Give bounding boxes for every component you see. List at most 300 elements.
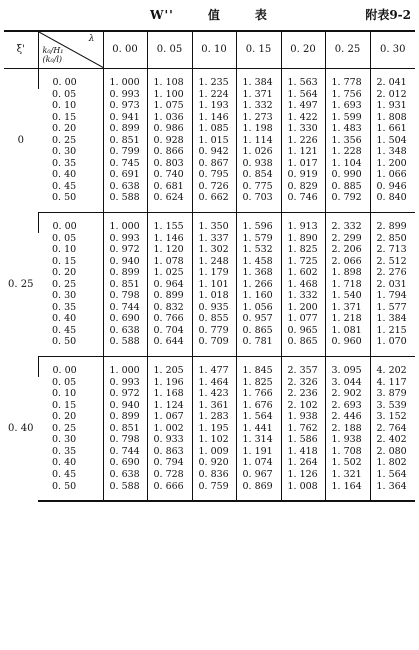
table-row (4, 135, 415, 147)
table-cell: 0. 973 (103, 100, 147, 112)
xi-value: 0. 40 (8, 423, 34, 435)
table-cell: 1. 596 (236, 213, 281, 233)
table-cell: 0. 690 (103, 313, 147, 325)
table-cell: 0. 662 (192, 192, 236, 212)
table-cell: 0. 588 (103, 481, 147, 502)
header-ratio-line2: (k₀/l) (42, 55, 63, 64)
table-row (4, 336, 415, 356)
table-cell: 1. 077 (281, 313, 325, 325)
table-cell: 1. 273 (236, 112, 281, 124)
table-cell: 3. 879 (370, 388, 415, 400)
table-cell: 1. 708 (325, 446, 370, 458)
table-cell: 0. 798 (103, 290, 147, 302)
table-cell: 1. 218 (325, 313, 370, 325)
table-cell: 1. 356 (325, 135, 370, 147)
ratio-value: 0. 10 (52, 100, 77, 112)
table-cell: 1. 266 (236, 279, 281, 291)
table-cell: 0. 899 (103, 411, 147, 423)
table-row (4, 302, 415, 314)
table-row (4, 100, 415, 112)
title-row (0, 4, 419, 26)
table-cell: 2. 902 (325, 388, 370, 400)
table-cell: 1. 458 (236, 256, 281, 268)
table-cell: 1. 718 (325, 279, 370, 291)
table-cell: 1. 778 (325, 69, 370, 89)
table-cell: 1. 146 (147, 233, 192, 245)
table-cell: 1. 026 (236, 146, 281, 158)
table-cell: 0. 726 (192, 181, 236, 193)
table-cell: 1. 164 (325, 481, 370, 502)
table-cell: 1. 056 (236, 302, 281, 314)
table-cell: 2. 012 (370, 89, 415, 101)
table-cell: 1. 000 (103, 213, 147, 233)
table-cell: 0. 803 (147, 158, 192, 170)
table-cell: 1. 193 (192, 100, 236, 112)
table-cell: 2. 512 (370, 256, 415, 268)
table-cell: 4. 202 (370, 357, 415, 377)
ratio-value: 0. 25 (52, 278, 77, 290)
table-cell: 2. 188 (325, 423, 370, 435)
ratio-value: 0. 05 (52, 88, 77, 100)
ratio-value: 0. 15 (52, 111, 77, 123)
table-row (4, 313, 415, 325)
table-cell: 1. 483 (325, 123, 370, 135)
table-cell: 0. 779 (192, 325, 236, 337)
table-cell: 0. 941 (103, 112, 147, 124)
table-cell: 0. 869 (236, 481, 281, 502)
table-cell: 2. 102 (281, 400, 325, 412)
table-cell: 2. 236 (281, 388, 325, 400)
table-cell: 1. 155 (147, 213, 192, 233)
header-lambda-value: 0. 00 (103, 31, 147, 69)
table-cell: 0. 792 (325, 192, 370, 212)
table-cell: 1. 766 (236, 388, 281, 400)
table-cell: 1. 101 (192, 279, 236, 291)
table-cell: 1. 114 (236, 135, 281, 147)
header-lambda-value: 0. 20 (281, 31, 325, 69)
table-cell: 1. 898 (325, 267, 370, 279)
table-cell: 3. 539 (370, 400, 415, 412)
table-cell: 2. 299 (325, 233, 370, 245)
title-symbol: W'' (150, 8, 174, 22)
table-cell: 1. 504 (370, 135, 415, 147)
table-cell: 1. 067 (147, 411, 192, 423)
table-cell: 2. 080 (370, 446, 415, 458)
table-cell: 1. 283 (192, 411, 236, 423)
table-cell: 0. 690 (103, 457, 147, 469)
ratio-value: 0. 25 (52, 422, 77, 434)
table-cell: 1. 146 (192, 112, 236, 124)
table-cell: 1. 002 (147, 423, 192, 435)
table-cell: 0. 709 (192, 336, 236, 356)
table-cell: 1. 120 (147, 244, 192, 256)
table-title (150, 6, 268, 23)
table-cell: 1. 890 (281, 233, 325, 245)
table-cell: 0. 644 (147, 336, 192, 356)
table-row (4, 169, 415, 181)
table-cell: 2. 332 (325, 213, 370, 233)
table-cell: 1. 224 (192, 89, 236, 101)
table-cell: 1. 364 (370, 481, 415, 502)
table-cell: 1. 756 (325, 89, 370, 101)
table-cell: 3. 044 (325, 377, 370, 389)
table-cell: 0. 899 (147, 290, 192, 302)
table-cell: 1. 661 (370, 123, 415, 135)
table-cell: 0. 972 (103, 244, 147, 256)
table-cell: 0. 829 (281, 181, 325, 193)
table-cell: 1. 371 (236, 89, 281, 101)
ratio-value: 0. 30 (52, 290, 77, 302)
ratio-value: 0. 00 (38, 213, 103, 233)
table-cell: 1. 066 (370, 169, 415, 181)
table-cell: 1. 931 (370, 100, 415, 112)
ratio-value: 0. 40 (52, 313, 77, 325)
table-cell: 1. 441 (236, 423, 281, 435)
table-cell: 1. 321 (325, 469, 370, 481)
table-cell: 0. 666 (147, 481, 192, 502)
table-cell: 1. 126 (281, 469, 325, 481)
table-cell: 1. 361 (192, 400, 236, 412)
table-cell: 1. 070 (370, 336, 415, 356)
table-cell: 1. 200 (370, 158, 415, 170)
table-cell: 1. 384 (236, 69, 281, 89)
table-cell: 1. 017 (281, 158, 325, 170)
table-cell: 1. 564 (236, 411, 281, 423)
table-row (4, 181, 415, 193)
table-cell: 0. 588 (103, 336, 147, 356)
table-cell: 0. 740 (147, 169, 192, 181)
table-cell: 1. 196 (147, 377, 192, 389)
table-cell: 0. 795 (192, 169, 236, 181)
ratio-value: 0. 05 (52, 376, 77, 388)
table-cell: 2. 764 (370, 423, 415, 435)
table-cell: 1. 025 (147, 267, 192, 279)
table-cell: 1. 913 (281, 213, 325, 233)
table-cell: 1. 302 (192, 244, 236, 256)
table-cell: 0. 957 (236, 313, 281, 325)
table-cell: 0. 744 (103, 446, 147, 458)
table-cell: 1. 586 (281, 434, 325, 446)
table-row (4, 325, 415, 337)
table-cell: 1. 179 (192, 267, 236, 279)
table-row (4, 213, 415, 233)
table-row (4, 146, 415, 158)
header-lambda-value: 0. 10 (192, 31, 236, 69)
values-table (4, 30, 415, 502)
table-cell: 1. 104 (325, 158, 370, 170)
table-cell: 2. 031 (370, 279, 415, 291)
title-word-value: 值 (207, 8, 221, 22)
table-cell: 2. 276 (370, 267, 415, 279)
table-cell: 1. 676 (236, 400, 281, 412)
header-lambda-value: 0. 30 (370, 31, 415, 69)
ratio-value: 0. 40 (52, 457, 77, 469)
table-cell: 1. 938 (281, 411, 325, 423)
table-cell: 1. 075 (147, 100, 192, 112)
table-row (4, 244, 415, 256)
table-cell: 0. 854 (236, 169, 281, 181)
table-cell: 1. 000 (103, 69, 147, 89)
table-cell: 1. 081 (325, 325, 370, 337)
table-row (4, 446, 415, 458)
table-row (4, 279, 415, 291)
table-cell: 1. 168 (147, 388, 192, 400)
table-cell: 1. 200 (281, 302, 325, 314)
table-cell: 0. 855 (192, 313, 236, 325)
table-cell: 1. 337 (192, 233, 236, 245)
xi-value: 0. 25 (8, 278, 34, 290)
ratio-value: 0. 35 (52, 445, 77, 457)
table-row (4, 89, 415, 101)
table-cell: 1. 350 (192, 213, 236, 233)
table-row (4, 400, 415, 412)
table-cell: 1. 579 (236, 233, 281, 245)
ratio-value: 0. 45 (52, 468, 77, 480)
table-cell: 2. 850 (370, 233, 415, 245)
table-cell: 0. 638 (103, 469, 147, 481)
table-cell: 0. 865 (236, 325, 281, 337)
table-row (4, 469, 415, 481)
table-cell: 0. 775 (236, 181, 281, 193)
ratio-value: 0. 30 (52, 146, 77, 158)
table-cell: 1. 564 (281, 89, 325, 101)
table-cell: 0. 935 (192, 302, 236, 314)
header-lambda-value: 0. 25 (325, 31, 370, 69)
table-cell: 1. 762 (281, 423, 325, 435)
table-header (4, 31, 415, 69)
table-cell: 3. 152 (370, 411, 415, 423)
table-cell: 4. 117 (370, 377, 415, 389)
table-cell: 2. 206 (325, 244, 370, 256)
table-cell: 1. 160 (236, 290, 281, 302)
table-cell: 2. 693 (325, 400, 370, 412)
table-cell: 2. 357 (281, 357, 325, 377)
table-row (4, 290, 415, 302)
table-cell: 1. 198 (236, 123, 281, 135)
table-cell: 1. 074 (236, 457, 281, 469)
table-cell: 1. 085 (192, 123, 236, 135)
table-cell: 0. 638 (103, 181, 147, 193)
ratio-value: 0. 00 (38, 69, 103, 89)
table-cell: 1. 808 (370, 112, 415, 124)
table-cell: 0. 781 (236, 336, 281, 356)
table-cell: 2. 066 (325, 256, 370, 268)
table-row (4, 457, 415, 469)
table-cell: 0. 638 (103, 325, 147, 337)
table-row (4, 357, 415, 377)
table-cell: 1. 226 (281, 135, 325, 147)
table-row (4, 434, 415, 446)
table-cell: 3. 095 (325, 357, 370, 377)
table-row (4, 233, 415, 245)
ratio-value: 0. 35 (52, 157, 77, 169)
table-row (4, 123, 415, 135)
ratio-value: 0. 45 (52, 324, 77, 336)
table-cell: 1. 228 (325, 146, 370, 158)
table-cell: 1. 497 (281, 100, 325, 112)
table-cell: 0. 851 (103, 279, 147, 291)
ratio-value: 0. 45 (52, 180, 77, 192)
table-cell: 1. 018 (192, 290, 236, 302)
table-cell: 1. 332 (281, 290, 325, 302)
table-row (4, 267, 415, 279)
table-cell: 0. 744 (103, 302, 147, 314)
table-cell: 1. 332 (236, 100, 281, 112)
header-ratio (43, 46, 64, 64)
table-cell: 1. 371 (325, 302, 370, 314)
table-row (4, 388, 415, 400)
table-row (4, 112, 415, 124)
table-cell: 1. 563 (281, 69, 325, 89)
ratio-value: 0. 15 (52, 255, 77, 267)
table-cell: 1. 078 (147, 256, 192, 268)
table-cell: 0. 940 (103, 400, 147, 412)
table-cell: 1. 015 (192, 135, 236, 147)
table-cell: 2. 326 (281, 377, 325, 389)
table-cell: 2. 899 (370, 213, 415, 233)
table-cell: 0. 681 (147, 181, 192, 193)
header-lambda: λ (88, 34, 95, 44)
table-cell: 0. 867 (192, 158, 236, 170)
table-cell: 1. 348 (370, 146, 415, 158)
table-cell: 0. 703 (236, 192, 281, 212)
table-cell: 1. 802 (370, 457, 415, 469)
table-cell: 1. 477 (192, 357, 236, 377)
table-cell: 1. 248 (192, 256, 236, 268)
ratio-value: 0. 10 (52, 244, 77, 256)
table-cell: 0. 766 (147, 313, 192, 325)
table-cell: 1. 564 (370, 469, 415, 481)
table-cell: 0. 745 (103, 158, 147, 170)
table-cell: 1. 725 (281, 256, 325, 268)
table-cell: 0. 972 (103, 388, 147, 400)
table-cell: 0. 965 (281, 325, 325, 337)
table-cell: 1. 330 (281, 123, 325, 135)
table-cell: 0. 624 (147, 192, 192, 212)
header-lambda-value: 0. 15 (236, 31, 281, 69)
table-cell: 0. 993 (103, 377, 147, 389)
table-cell: 1. 423 (192, 388, 236, 400)
xi-value: 0 (17, 134, 24, 146)
ratio-value: 0. 25 (52, 134, 77, 146)
table-cell: 1. 693 (325, 100, 370, 112)
table-cell: 0. 851 (103, 423, 147, 435)
ratio-value: 0. 40 (52, 169, 77, 181)
ratio-value: 0. 10 (52, 388, 77, 400)
table-cell: 1. 008 (281, 481, 325, 502)
table-cell: 1. 468 (281, 279, 325, 291)
table-cell: 1. 502 (325, 457, 370, 469)
table-cell: 1. 368 (236, 267, 281, 279)
table-row (4, 481, 415, 502)
table-row (4, 423, 415, 435)
table-cell: 1. 205 (147, 357, 192, 377)
ratio-value: 0. 00 (38, 357, 103, 377)
table-cell: 1. 108 (147, 69, 192, 89)
table-cell: 0. 967 (236, 469, 281, 481)
ratio-value: 0. 20 (52, 123, 77, 135)
table-cell: 2. 402 (370, 434, 415, 446)
table-cell: 1. 540 (325, 290, 370, 302)
table-cell: 0. 960 (325, 336, 370, 356)
table-cell: 1. 422 (281, 112, 325, 124)
table-cell: 1. 532 (236, 244, 281, 256)
table-cell: 0. 794 (147, 457, 192, 469)
ratio-value: 0. 20 (52, 267, 77, 279)
table-cell: 1. 938 (325, 434, 370, 446)
table-cell: 1. 577 (370, 302, 415, 314)
table-cell: 0. 759 (192, 481, 236, 502)
table-cell: 0. 863 (147, 446, 192, 458)
table-cell: 1. 794 (370, 290, 415, 302)
table-cell: 0. 986 (147, 123, 192, 135)
table-cell: 1. 314 (236, 434, 281, 446)
table-row (4, 69, 415, 89)
ratio-value: 0. 50 (38, 336, 103, 356)
header-diagonal-cell (38, 31, 103, 69)
table-cell: 1. 845 (236, 357, 281, 377)
table-cell: 2. 446 (325, 411, 370, 423)
table-cell: 1. 825 (236, 377, 281, 389)
table-cell: 1. 121 (281, 146, 325, 158)
table-cell: 1. 384 (370, 313, 415, 325)
table-cell: 0. 919 (281, 169, 325, 181)
table-cell: 0. 866 (147, 146, 192, 158)
table-cell: 0. 840 (370, 192, 415, 212)
ratio-value: 0. 30 (52, 434, 77, 446)
table-cell: 0. 851 (103, 135, 147, 147)
table-cell: 0. 885 (325, 181, 370, 193)
table-cell: 0. 588 (103, 192, 147, 212)
table-cell: 1. 000 (103, 357, 147, 377)
table-cell: 1. 825 (281, 244, 325, 256)
ratio-value: 0. 15 (52, 399, 77, 411)
table-cell: 0. 798 (103, 434, 147, 446)
table-cell: 1. 102 (192, 434, 236, 446)
table-cell: 0. 993 (103, 89, 147, 101)
table-cell: 0. 832 (147, 302, 192, 314)
table-cell: 0. 933 (147, 434, 192, 446)
table-cell: 1. 235 (192, 69, 236, 89)
table-cell: 0. 728 (147, 469, 192, 481)
table-cell: 2. 041 (370, 69, 415, 89)
table-cell: 0. 691 (103, 169, 147, 181)
table-cell: 0. 746 (281, 192, 325, 212)
table-cell: 1. 100 (147, 89, 192, 101)
table-cell: 0. 942 (192, 146, 236, 158)
table-cell: 0. 704 (147, 325, 192, 337)
table-cell: 1. 009 (192, 446, 236, 458)
table-row (4, 192, 415, 212)
table-cell: 0. 938 (236, 158, 281, 170)
table-cell: 0. 993 (103, 233, 147, 245)
ratio-value: 0. 05 (52, 232, 77, 244)
table-cell: 1. 464 (192, 377, 236, 389)
table-cell: 1. 036 (147, 112, 192, 124)
title-word-table: 表 (254, 8, 268, 22)
table-cell: 1. 264 (281, 457, 325, 469)
ratio-value: 0. 35 (52, 301, 77, 313)
table-cell: 2. 713 (370, 244, 415, 256)
table-row (4, 377, 415, 389)
table-cell: 0. 928 (147, 135, 192, 147)
table-body (4, 69, 415, 502)
table-cell: 0. 865 (281, 336, 325, 356)
table-cell: 0. 940 (103, 256, 147, 268)
table-cell: 1. 602 (281, 267, 325, 279)
table-cell: 1. 124 (147, 400, 192, 412)
table-cell: 0. 964 (147, 279, 192, 291)
